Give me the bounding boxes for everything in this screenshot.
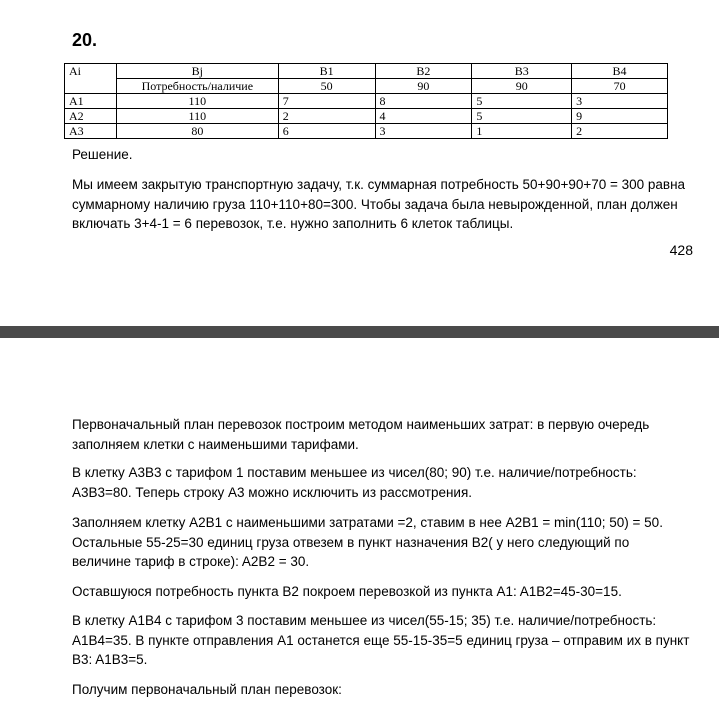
bj-label: Bj bbox=[116, 64, 278, 79]
row-supply: 110 bbox=[116, 94, 278, 109]
row-supply: 80 bbox=[116, 124, 278, 139]
corner-cell-empty bbox=[65, 79, 117, 94]
page-upper bbox=[0, 0, 719, 326]
demand-b4: 70 bbox=[572, 79, 668, 94]
cost-cell: 1 bbox=[472, 124, 572, 139]
cost-cell: 2 bbox=[572, 124, 668, 139]
demand-row bbox=[65, 79, 668, 94]
demand-b1: 50 bbox=[278, 79, 375, 94]
demand-b3: 90 bbox=[472, 79, 572, 94]
header-b2: B2 bbox=[375, 64, 472, 79]
demand-b2: 90 bbox=[375, 79, 472, 94]
paragraph: Заполняем клетку A2B1 с наименьшими затратами =2, ставим в нее A2B1 = min(110; 50) = 50. Остальные 55-25=30 единиц груза отвезем в пункт назначения B2( у него следующий по величине тариф в строке): A2B2 = 30. bbox=[72, 515, 663, 569]
header-b1: B1 bbox=[278, 64, 375, 79]
paragraph: В клетку A3B3 с тарифом 1 поставим меньшее из чисел(80; 90) т.е. наличие/потребность: A3B3=80. Теперь строку A3 можно исключить из рассмотрения. bbox=[72, 465, 637, 500]
page-lower bbox=[0, 338, 719, 708]
cost-cell: 7 bbox=[278, 94, 375, 109]
table-header-row bbox=[65, 64, 668, 79]
table-row bbox=[65, 109, 668, 124]
cost-cell: 5 bbox=[472, 94, 572, 109]
transport-table bbox=[64, 63, 668, 139]
cost-cell: 8 bbox=[375, 94, 472, 109]
row-name: A2 bbox=[65, 109, 117, 124]
paragraph: Оставшуюся потребность пункта B2 покроем перевозкой из пункта A1: A1B2=45-30=15. bbox=[72, 584, 622, 599]
row-supply: 110 bbox=[116, 109, 278, 124]
cost-cell: 6 bbox=[278, 124, 375, 139]
row-name: A3 bbox=[65, 124, 117, 139]
header-b3: B3 bbox=[472, 64, 572, 79]
paragraph: Первоначальный план перевозок построим методом наименьших затрат: в первую очередь заполняем клетки с наименьшими тарифами. bbox=[72, 417, 650, 452]
header-b4: B4 bbox=[572, 64, 668, 79]
cost-cell: 9 bbox=[572, 109, 668, 124]
cost-cell: 3 bbox=[375, 124, 472, 139]
cost-cell: 2 bbox=[278, 109, 375, 124]
table-row bbox=[65, 124, 668, 139]
corner-cell: Ai bbox=[65, 64, 117, 79]
page-number: 428 bbox=[669, 242, 693, 258]
solution-label: Решение. bbox=[72, 147, 133, 162]
task-number: 20. bbox=[72, 30, 98, 50]
cost-cell: 5 bbox=[472, 109, 572, 124]
cost-cell: 4 bbox=[375, 109, 472, 124]
paragraph: В клетку A1B4 с тарифом 3 поставим меньшее из чисел(55-15; 35) т.е. наличие/потребность: A1B4=35. В пункте отправления A1 останется еще 55-15-35=5 единиц груза – отправим их в пункт B3: A1B3=5. bbox=[72, 613, 690, 667]
need-label: Потребность/наличие bbox=[116, 79, 278, 94]
table-row bbox=[65, 94, 668, 109]
cost-cell: 3 bbox=[572, 94, 668, 109]
intro-paragraph: Мы имеем закрытую транспортную задачу, т.к. суммарная потребность 50+90+90+70 = 300 равна суммарному наличию груза 110+110+80=300. Чтобы задача была невырожденной, план должен включать 3+4-1 = 6 перевозок, т.е. нужно заполнить 6 клеток таблицы. bbox=[72, 177, 686, 231]
paragraph: Получим первоначальный план перевозок: bbox=[72, 682, 342, 697]
page-separator bbox=[0, 326, 719, 338]
row-name: A1 bbox=[65, 94, 117, 109]
